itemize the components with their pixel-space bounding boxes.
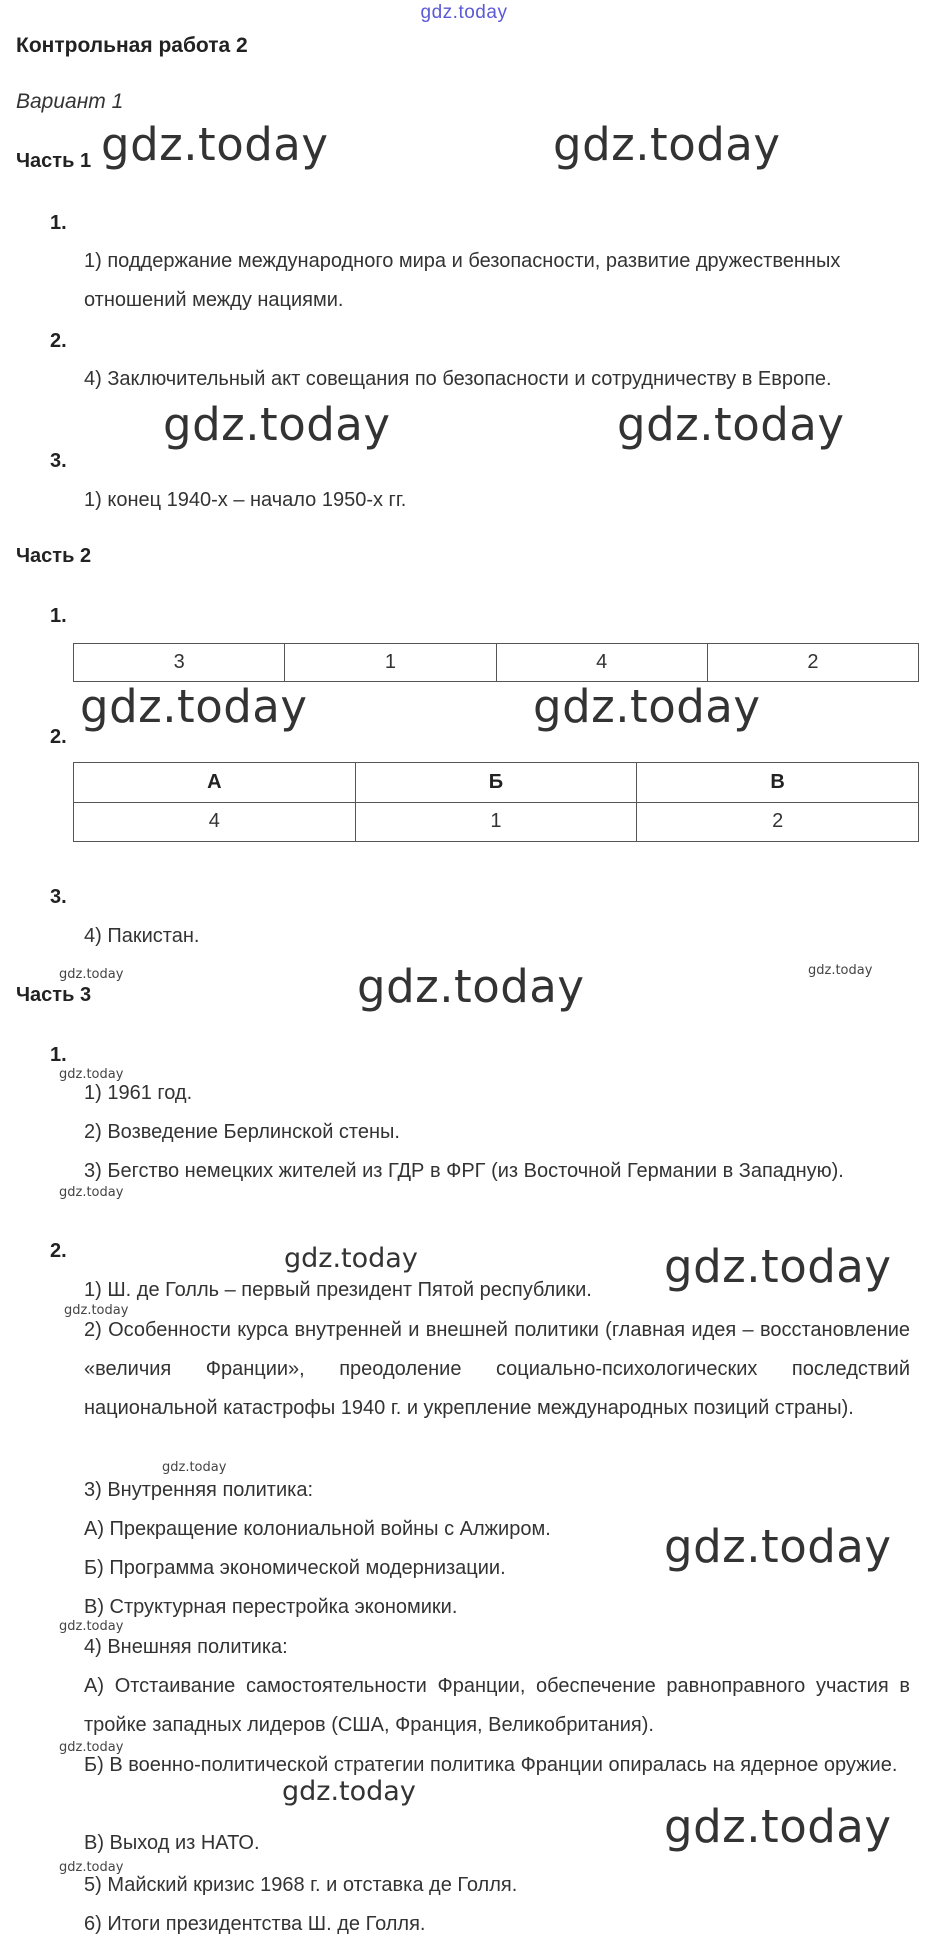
part2-q1-number: 1. <box>50 605 67 627</box>
part3-q1-line-2: 2) Возведение Берлинской стены. <box>84 1121 400 1143</box>
part1-q1-answer: 1) поддержание международного мира и безопасности, развитие дружественных отношений между нациями. <box>84 250 841 311</box>
part1-q2-number: 2. <box>50 330 67 352</box>
part3-q2-line-11: 5) Майский кризис 1968 г. и отставка де Голля. <box>84 1874 518 1896</box>
table-cell: 3 <box>74 644 285 682</box>
part3-heading: Часть 3 <box>16 984 92 1006</box>
table-cell: 4 <box>496 644 707 682</box>
table-cell: 1 <box>285 644 496 682</box>
part3-q2-line-4: А) Прекращение колониальной войны с Алжиром. <box>84 1518 551 1540</box>
part1-q3-number: 3. <box>50 450 67 472</box>
header-watermark: gdz.today <box>420 2 508 23</box>
watermark-text: gdz.today <box>59 1067 124 1082</box>
watermark-text: gdz.today <box>59 1860 124 1875</box>
watermark-text: gdz.today <box>59 967 124 982</box>
table-cell: 1 <box>355 802 637 842</box>
table-row <box>74 644 919 682</box>
watermark-text: gdz.today <box>59 1740 124 1755</box>
watermark-text: gdz.today <box>533 680 761 733</box>
part2-q3-answer: 4) Пакистан. <box>84 925 200 947</box>
part3-q2-line-5: Б) Программа экономической модернизации. <box>84 1557 506 1579</box>
part3-q2-line-3: 3) Внутренняя политика: <box>84 1479 313 1501</box>
part1-q2-answer: 4) Заключительный акт совещания по безопасности и сотрудничеству в Европе. <box>84 368 832 390</box>
part2-q2-number: 2. <box>50 726 67 748</box>
table-cell: 2 <box>637 802 919 842</box>
watermark-text: gdz.today <box>59 1619 124 1634</box>
watermark-text: gdz.today <box>357 960 585 1013</box>
part3-q2-number: 2. <box>50 1240 67 1262</box>
watermark-text: gdz.today <box>64 1303 129 1318</box>
part2-q1-table <box>73 643 919 682</box>
part2-q2-table <box>73 762 919 842</box>
part3-q2-line-7: 4) Внешняя политика: <box>84 1636 288 1658</box>
part3-q2-line-12: 6) Итоги президентства Ш. де Голля. <box>84 1913 426 1935</box>
watermark-text: gdz.today <box>59 1185 124 1200</box>
part3-q1-line-3: 3) Бегство немецких жителей из ГДР в ФРГ (из Восточной Германии в Западную). <box>84 1160 844 1182</box>
table-header-row <box>74 763 919 803</box>
part3-q1-line-1: 1) 1961 год. <box>84 1082 193 1104</box>
part3-q2-line-6: В) Структурная перестройка экономики. <box>84 1596 458 1618</box>
part3-q2-line-9: Б) В военно-политической стратегии политика Франции опиралась на ядерное оружие. <box>84 1754 898 1776</box>
part3-q2-line-10: В) Выход из НАТО. <box>84 1832 260 1854</box>
watermark-text: gdz.today <box>553 118 781 171</box>
watermark-text: gdz.today <box>101 118 329 171</box>
part1-q1-number: 1. <box>50 212 67 234</box>
watermark-text: gdz.today <box>284 1243 418 1274</box>
part3-q2-line-1: 1) Ш. де Голль – первый президент Пятой республики. <box>84 1279 592 1301</box>
watermark-text: gdz.today <box>162 1460 227 1475</box>
table-header-cell: В <box>637 763 919 803</box>
table-header-cell: Б <box>355 763 637 803</box>
watermark-text: gdz.today <box>282 1776 416 1807</box>
table-row <box>74 802 919 842</box>
part3-q2-line-8: А) Отстаивание самостоятельности Франции, обеспечение равноправного участия в тройке западных лидеров (США, Франция, Великобритания). <box>84 1675 910 1736</box>
watermark-text: gdz.today <box>80 680 308 733</box>
watermark-text: gdz.today <box>617 398 845 451</box>
watermark-text: gdz.today <box>664 1800 892 1853</box>
part3-q2-line-2: 2) Особенности курса внутренней и внешней политики (главная идея – восстановление «величия Франции», преодоление социально-психологических последствий национальной катастрофы 1940 г. и укрепление международных позиций страны). <box>84 1319 910 1419</box>
part1-q3-answer: 1) конец 1940-х – начало 1950-х гг. <box>84 489 407 511</box>
watermark-text: gdz.today <box>808 963 873 978</box>
watermark-text: gdz.today <box>664 1240 892 1293</box>
table-cell: 4 <box>74 802 356 842</box>
part1-heading: Часть 1 <box>16 150 92 172</box>
watermark-text: gdz.today <box>163 398 391 451</box>
part2-q3-number: 3. <box>50 886 67 908</box>
part3-q1-number: 1. <box>50 1044 67 1066</box>
part2-heading: Часть 2 <box>16 545 92 567</box>
table-cell: 2 <box>707 644 918 682</box>
variant-label: Вариант 1 <box>16 90 124 113</box>
watermark-text: gdz.today <box>664 1520 892 1573</box>
table-header-cell: А <box>74 763 356 803</box>
page-title: Контрольная работа 2 <box>16 34 248 57</box>
